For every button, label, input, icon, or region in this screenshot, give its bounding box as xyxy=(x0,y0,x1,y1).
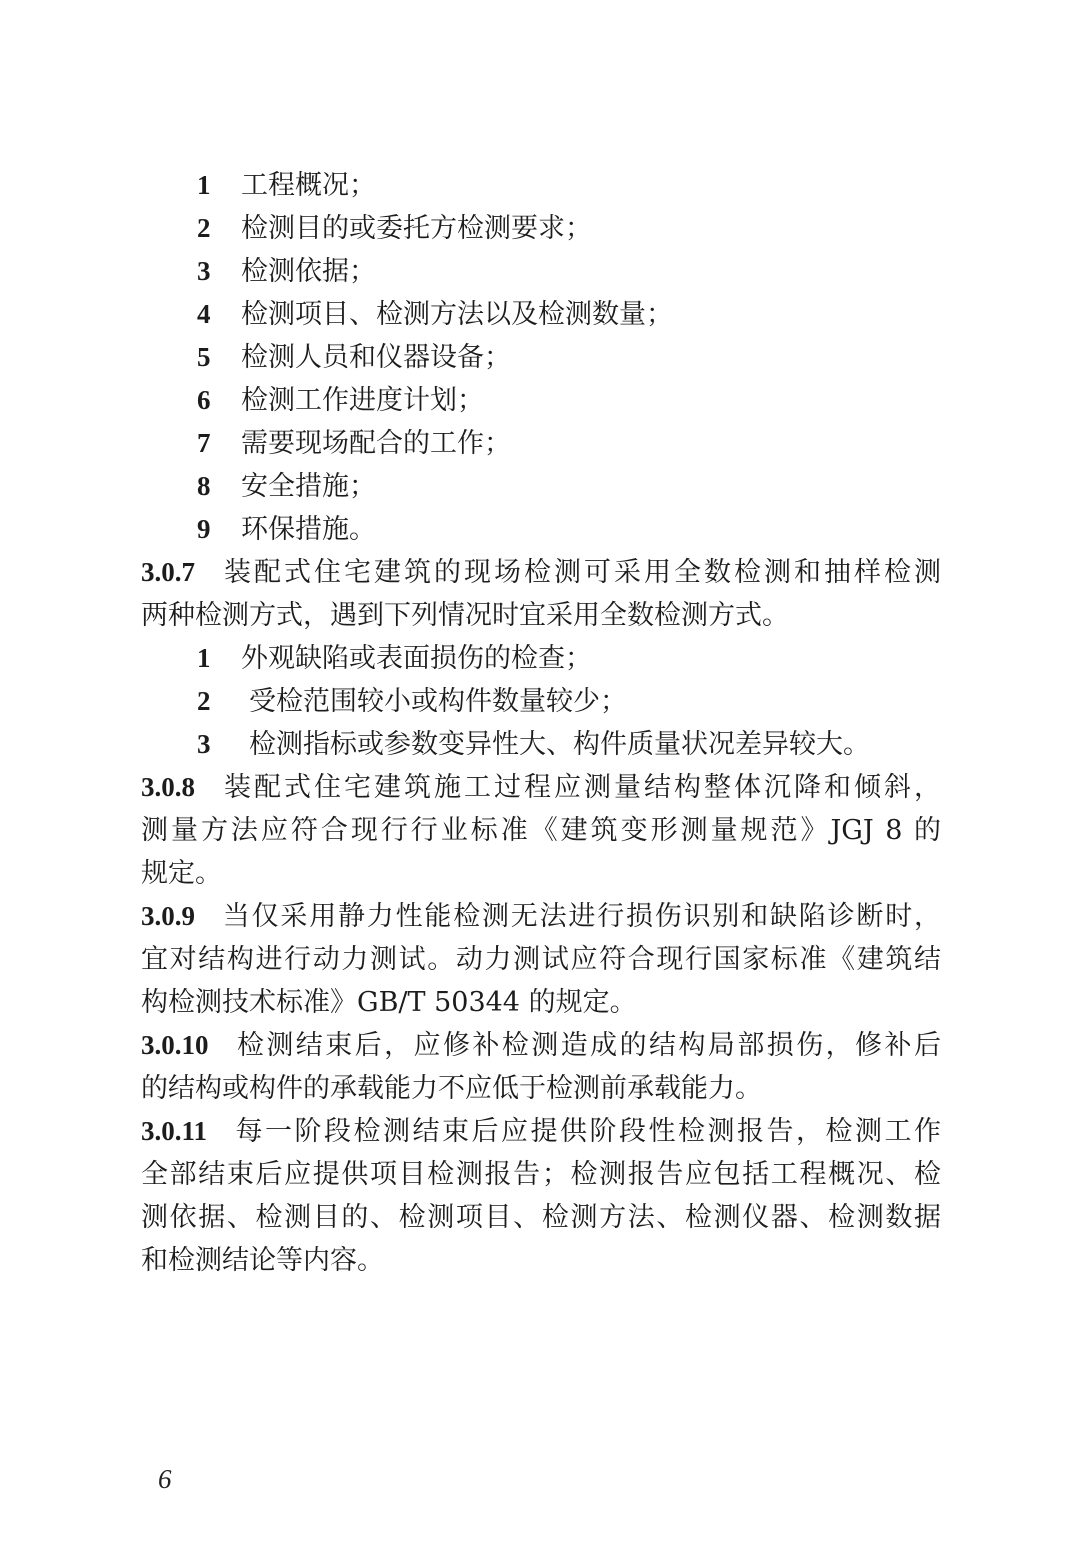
clause-3-0-10-line-1 xyxy=(141,1024,941,1067)
item-text: 需要现场配合的工作； xyxy=(241,428,511,459)
clause-3-0-11-line-3: 测依据、检测目的、检测项目、检测方法、检测仪器、检测数据 xyxy=(141,1202,941,1233)
clause-number: 3.0.7 xyxy=(141,557,195,587)
item-text: 受检范围较小或构件数量较少； xyxy=(249,686,627,717)
item-text: 检测人员和仪器设备； xyxy=(241,342,511,373)
item-number: 5 xyxy=(197,342,211,372)
item-text: 工程概况； xyxy=(241,170,376,201)
clause-number: 3.0.11 xyxy=(141,1116,208,1146)
item-number: 1 xyxy=(197,643,211,673)
item-number: 2 xyxy=(197,686,211,716)
list-item xyxy=(141,465,941,508)
item-text: 检测项目、检测方法以及检测数量； xyxy=(241,299,673,330)
clause-3-0-9-line-3: 构检测技术标准》GB/T 50344 的规定。 xyxy=(141,987,637,1018)
clause-3-0-8-line-3: 规定。 xyxy=(141,858,222,889)
list-item xyxy=(141,336,941,379)
item-number: 8 xyxy=(197,471,211,501)
clause-3-0-11-line-2: 全部结束后应提供项目检测报告；检测报告应包括工程概况、检 xyxy=(141,1159,941,1190)
item-text: 检测目的或委托方检测要求； xyxy=(241,213,592,244)
list-item xyxy=(141,293,941,336)
clause-3-0-10-line-2: 的结构或构件的承载能力不应低于检测前承载能力。 xyxy=(141,1073,762,1104)
clause-text: 检测结束后，应修补检测造成的结构局部损伤，修补后 xyxy=(234,1030,941,1061)
item-number: 3 xyxy=(197,256,211,286)
list-item xyxy=(141,207,941,250)
clause-number: 3.0.8 xyxy=(141,772,195,802)
clause-text: 装配式住宅建筑的现场检测可采用全数检测和抽样检测 xyxy=(221,557,941,588)
item-text: 检测工作进度计划； xyxy=(241,385,484,416)
list-item xyxy=(141,680,941,723)
item-number: 1 xyxy=(197,170,211,200)
item-text: 环保措施。 xyxy=(241,514,376,545)
item-number: 7 xyxy=(197,428,211,458)
clause-3-0-8-line-1 xyxy=(141,766,941,809)
item-number: 9 xyxy=(197,514,211,544)
item-text: 检测依据； xyxy=(241,256,376,287)
clause-number: 3.0.9 xyxy=(141,901,195,931)
clause-3-0-7-line-1 xyxy=(141,551,941,594)
clause-3-0-11-line-1 xyxy=(141,1110,941,1153)
list-item xyxy=(141,164,941,207)
item-number: 3 xyxy=(197,729,211,759)
item-number: 4 xyxy=(197,299,211,329)
list-item xyxy=(141,250,941,293)
page-content xyxy=(141,164,941,1282)
clause-text: 每一阶段检测结束后应提供阶段性检测报告，检测工作 xyxy=(233,1116,941,1147)
clause-3-0-9-line-1 xyxy=(141,895,941,938)
clause-3-0-9-line-2: 宜对结构进行动力测试。动力测试应符合现行国家标准《建筑结 xyxy=(141,944,941,975)
clause-3-0-7-line-2: 两种检测方式，遇到下列情况时宜采用全数检测方式。 xyxy=(141,600,789,631)
clause-3-0-8-line-2: 测量方法应符合现行行业标准《建筑变形测量规范》JGJ 8 的 xyxy=(141,815,941,846)
clause-3-0-11-line-4: 和检测结论等内容。 xyxy=(141,1245,384,1276)
page-number: 6 xyxy=(158,1464,172,1494)
clause-number: 3.0.10 xyxy=(141,1030,209,1060)
clause-text: 当仅采用静力性能检测无法进行损伤识别和缺陷诊断时， xyxy=(221,901,941,932)
clause-text: 装配式住宅建筑施工过程应测量结构整体沉降和倾斜， xyxy=(221,772,941,803)
item-number: 2 xyxy=(197,213,211,243)
list-item xyxy=(141,422,941,465)
list-item xyxy=(141,637,941,680)
item-text: 外观缺陷或表面损伤的检查； xyxy=(241,643,592,674)
item-text: 安全措施； xyxy=(241,471,376,502)
item-text: 检测指标或参数变异性大、构件质量状况差异较大。 xyxy=(249,729,870,760)
item-number: 6 xyxy=(197,385,211,415)
list-item xyxy=(141,379,941,422)
list-item xyxy=(141,508,941,551)
list-item xyxy=(141,723,941,766)
